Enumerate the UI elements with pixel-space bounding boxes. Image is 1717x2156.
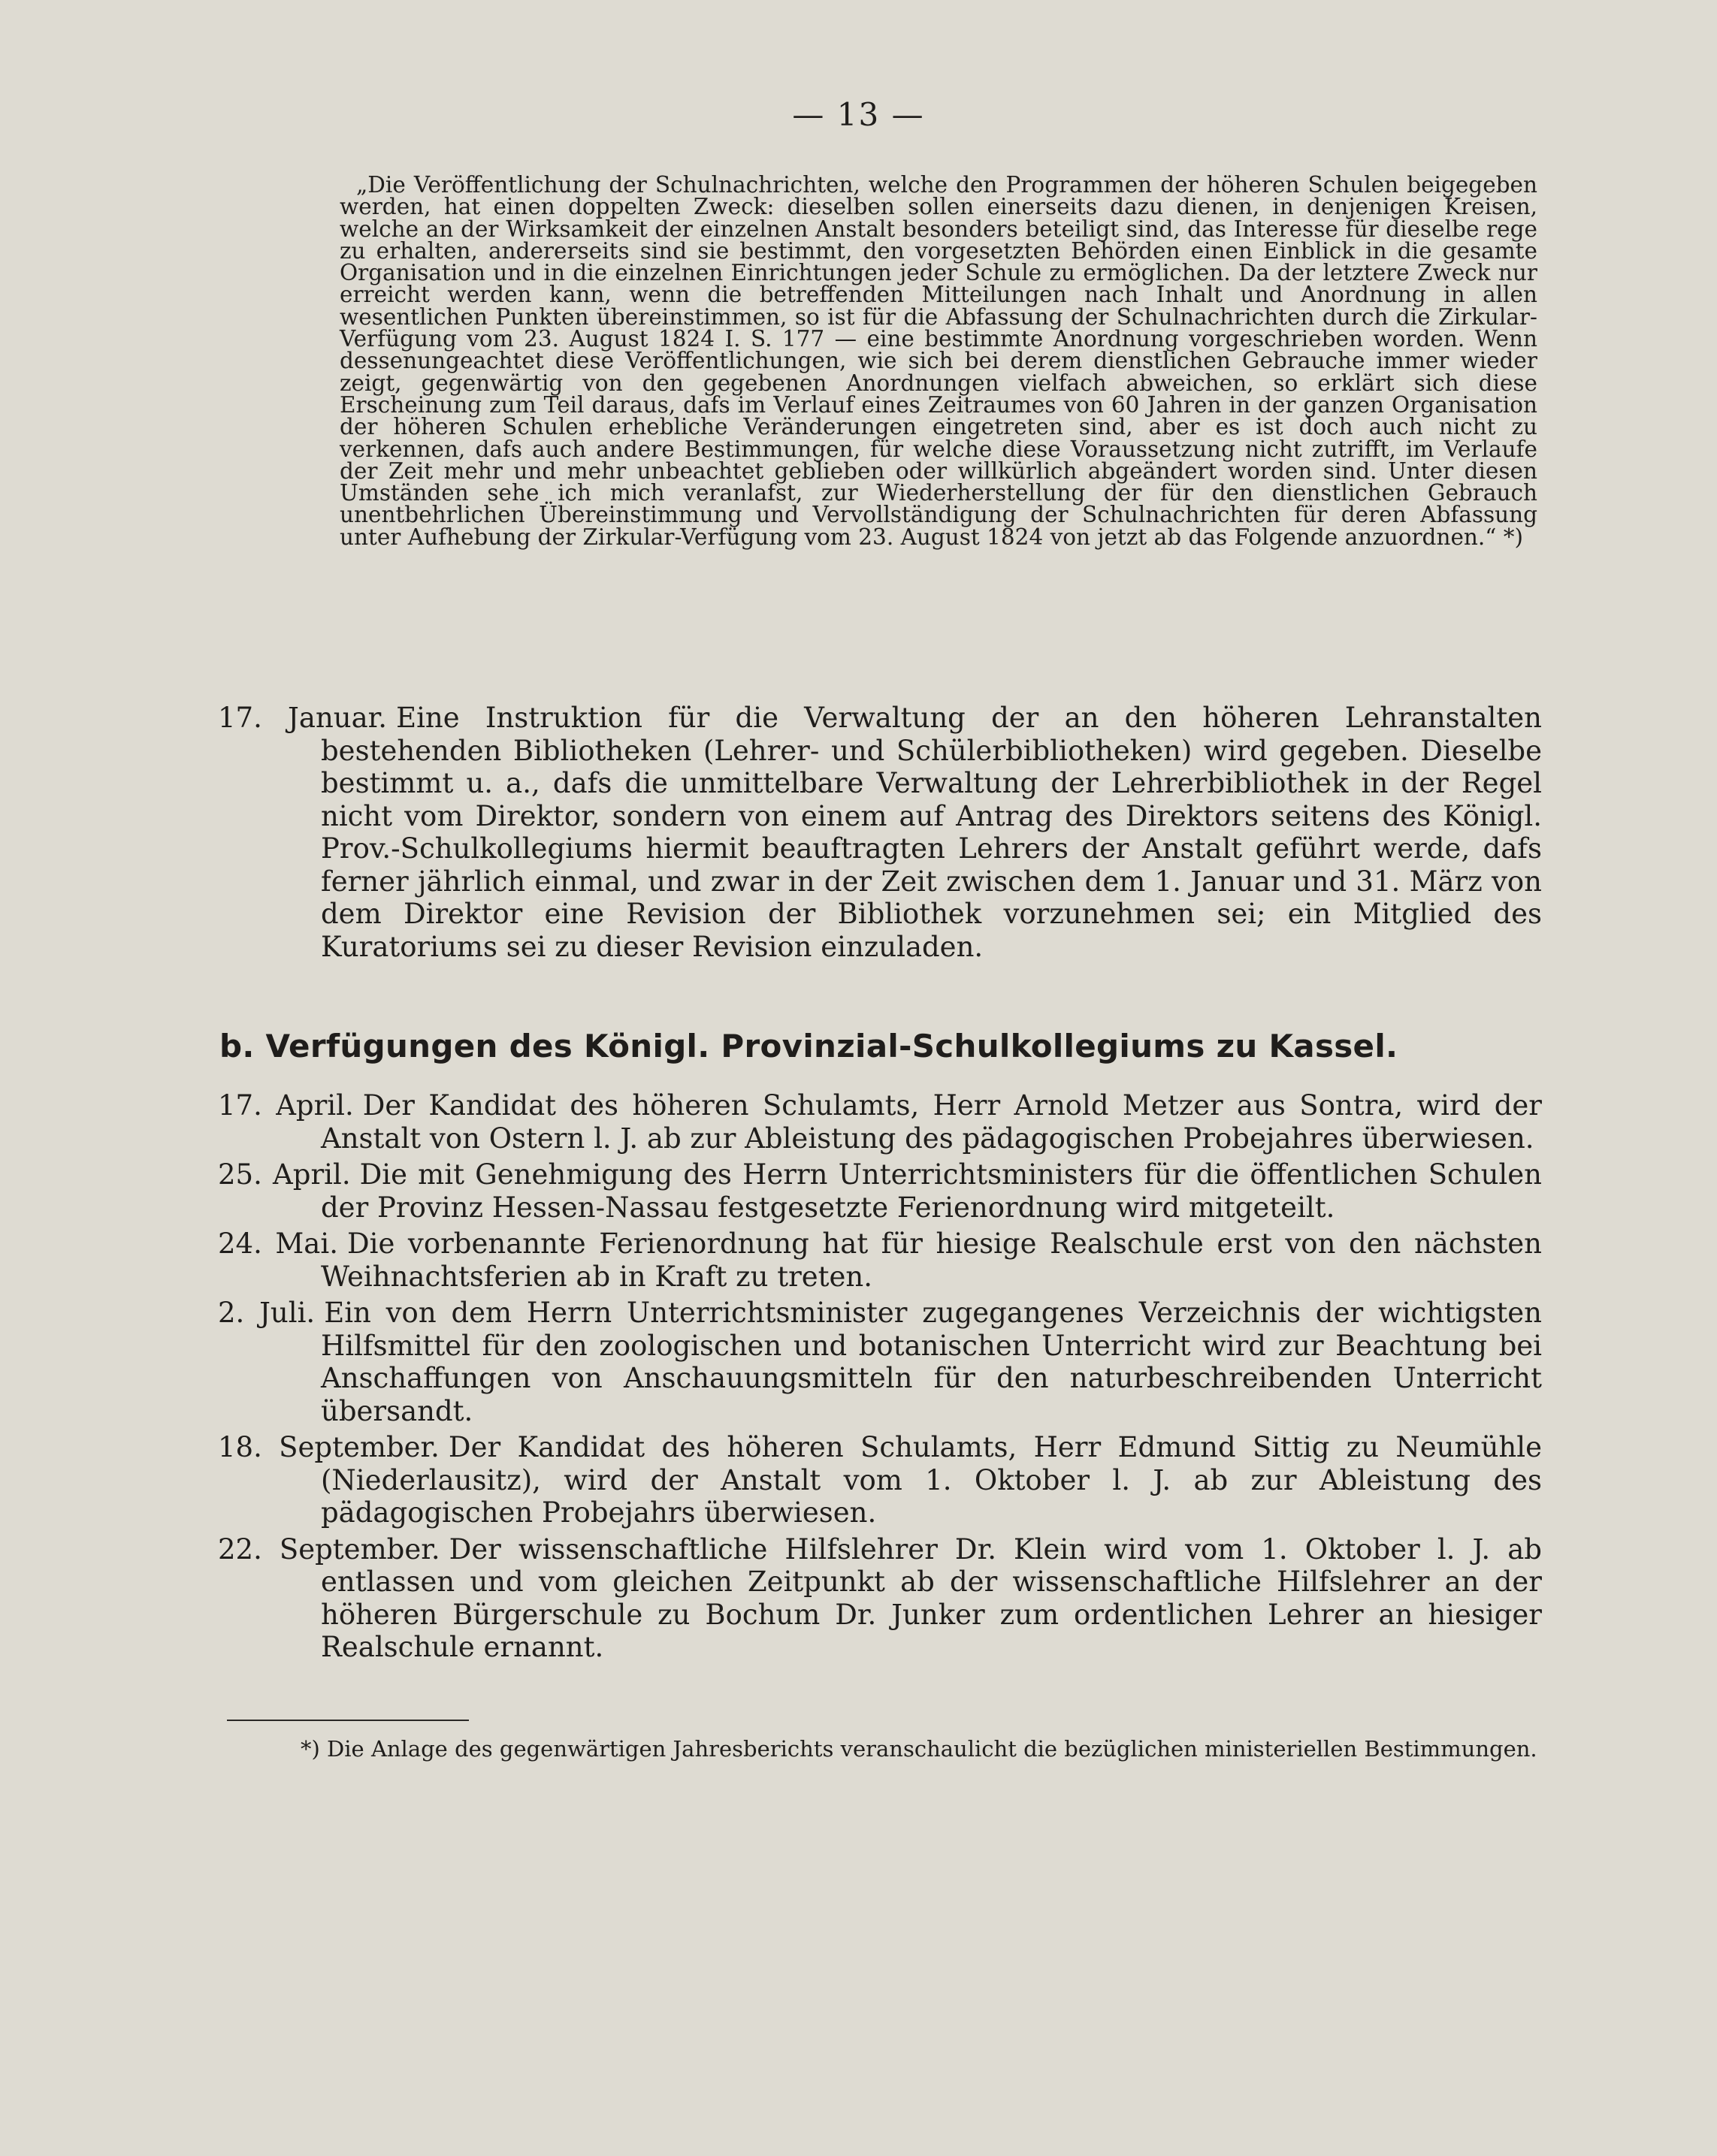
entry-date: 17. Januar. [218,702,388,734]
entry-date: 2. Juli. [218,1297,316,1329]
entry-text: Der Kandidat des höheren Schulamts, Herr Edmund Sittig zu Neumühle (Niederlausitz), wird der Anstalt vom 1. Oktober l. J. ab zur Ableistung des pädagogischen Probejahrs überwiesen. [321,1431,1542,1529]
entry-text: Ein von dem Herrn Unterrichtsminister zugegangenes Verzeichnis der wichtigsten Hilfsmittel für den zoologischen und botanischen Unterricht wird zur Beachtung bei Anschaffungen von Anschauungsmitteln für den naturbeschreibenden Unterricht übersandt. [321,1297,1543,1427]
entry-date: 24. Mai. [218,1227,338,1260]
entry-date: 22. September. [218,1532,440,1566]
entry [218,1089,1542,1155]
entry [218,1533,1542,1664]
entry-text: Der Kandidat des höheren Schulamts, Herr Arnold Metzer aus Sontra, wird der Anstalt von Ostern l. J. ab zur Ableistung des pädagogischen Probejahres überwiesen. [321,1089,1542,1155]
entry [218,1431,1542,1529]
entry-date: 25. April. [218,1158,351,1191]
entry [218,1297,1542,1427]
entry-date: 18. September. [218,1431,440,1463]
footnote-rule [227,1720,469,1721]
page-number: — 13 — [792,96,925,133]
quoted-decree: „Die Veröffentlichung der Schulnachrichten, welche den Programmen der höheren Schulen beigegeben werden, hat einen doppelten Zweck: dieselben sollen einerseits dazu dienen, in denjenigen Kreisen, welche an der Wirksamkeit der einzelnen Anstalt besonders beteiligt sind, das Interesse für dieselbe rege zu erhalten, andererseits sind sie bestimmt, den vorgesetzten Behörden einen Einblick in die gesamte Organisation und in die einzelnen Einrichtungen jeder Schule zu ermöglichen. Da der letztere Zweck nur erreicht werden kann, wenn die betreffenden Mitteilungen nach Inhalt und Anordnung in allen wesentlichen Punkten übereinstimmen, so ist für die Abfassung der Schulnachrichten durch die Zirkular-Verfügung vom 23. August 1824 I. S. 177 — eine bestimmte Anordnung vorgeschrieben worden. Wenn dessenungeachtet diese Veröffentlichungen, wie sich bei derem dienstlichen Gebrauche immer wieder zeigt, gegenwärtig von den gegebenen Anordnungen vielfach abweichen, so erklärt sich diese Erscheinung zum Teil daraus, dafs im Verlauf eines Zeitraumes von 60 Jahren in der ganzen Organisation der höheren Schulen erhebliche Veränderungen eingetreten sind, aber es ist doch auch nicht zu verkennen, dafs auch andere Bestimmungen, für welche diese Voraussetzung nicht zutrifft, im Verlaufe der Zeit mehr und mehr unbeachtet geblieben oder willkürlich abgeändert worden sind. Unter diesen Umständen sehe ich mich veranlafst, zur Wiederherstellung der für den dienstlichen Gebrauch unentbehrlichen Übereinstimmung und Vervollständigung der Schulnachrichten für deren Abfassung unter Aufhebung der Zirkular-Verfügung vom 23. August 1824 von jetzt ab das Folgende anzuordnen.“ *) [340,172,1537,550]
entry [218,702,1542,963]
entry [218,1158,1542,1224]
entry-text: Die vorbenannte Ferienordnung hat für hiesige Realschule erst von den nächsten Weihnachtsferien ab in Kraft zu treten. [321,1227,1542,1293]
footnote: *) Die Anlage des gegenwärtigen Jahresberichts veranschaulicht die bezüglichen ministeriellen Bestimmungen. [301,1736,1537,1762]
entry [218,1227,1542,1293]
section-heading: b. Verfügungen des Königl. Provinzial-Schulkollegiums zu Kassel. [219,1028,1398,1064]
entry-text: Der wissenschaftliche Hilfslehrer Dr. Klein wird vom 1. Oktober l. J. ab entlassen und vom gleichen Zeitpunkt ab der wissenschaftliche Hilfslehrer an der höheren Bürgerschule zu Bochum Dr. Junker zum ordentlichen Lehrer an hiesiger Realschule ernannt. [321,1532,1542,1663]
entry-date: 17. April. [218,1089,354,1122]
entries-section-b [218,1089,1542,1668]
entry-text: Die mit Genehmigung des Herrn Unterrichtsministers für die öffentlichen Schulen der Provinz Hessen-Nassau festgesetzte Ferienordnung wird mitgeteilt. [321,1158,1542,1224]
entries-section-a [218,702,1542,963]
entry-text: Eine Instruktion für die Verwaltung der an den höheren Lehranstalten bestehenden Bibliotheken (Lehrer- und Schülerbibliotheken) wird gegeben. Dieselbe bestimmt u. a., dafs die unmittelbare Verwaltung der Lehrerbibliothek in der Regel nicht vom Direktor, sondern von einem auf Antrag des Direktors seitens des Königl. Prov.-Schulkollegiums hiermit beauftragten Lehrers der Anstalt geführt werde, dafs ferner jährlich einmal, und zwar in der Zeit zwischen dem 1. Januar und 31. März von dem Direktor eine Revision der Bibliothek vorzunehmen sei; ein Mitglied des Kuratoriums sei zu dieser Revision einzuladen. [321,702,1542,963]
